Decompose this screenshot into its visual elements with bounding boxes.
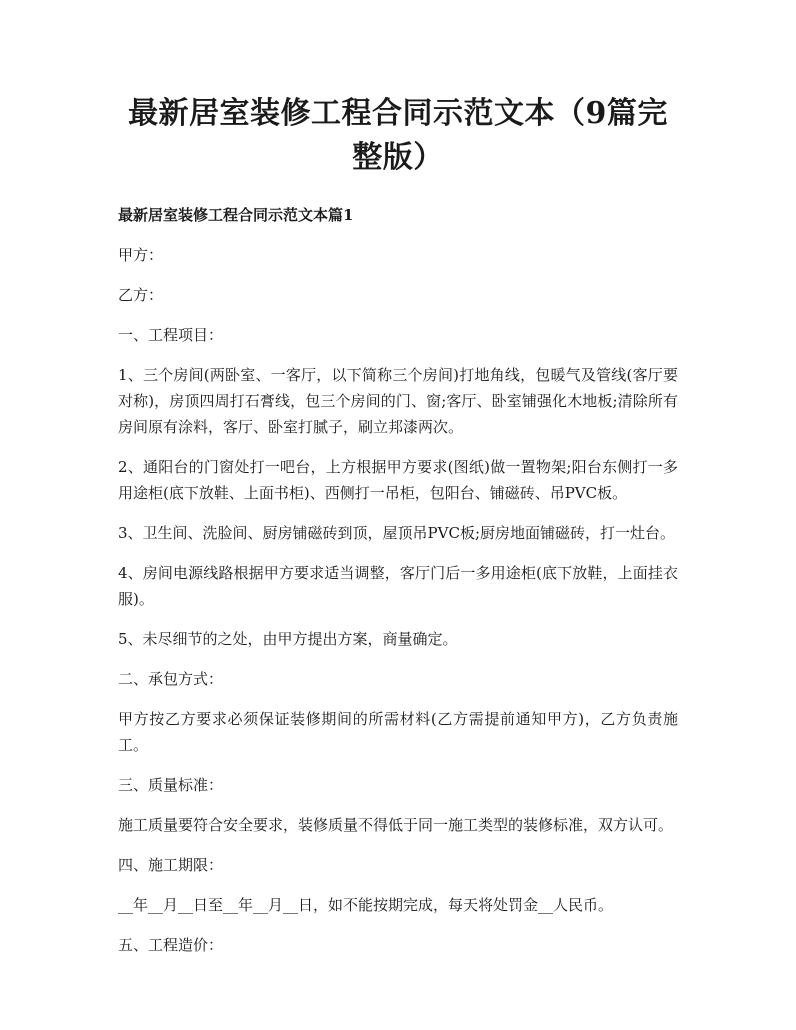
clause-heading-quality: 三、质量标准： <box>118 776 224 794</box>
project-item-4: 4、房间电源线路根据甲方要求适当调整，客厅门后一多用途柜(底下放鞋，上面挂衣服)。 <box>118 564 678 608</box>
party-b-line: 乙方： <box>118 286 164 304</box>
clause-heading-schedule: 四、施工期限： <box>118 856 224 874</box>
schedule-text: __年__月__日至__年__月__日，如不能按期完成，每天将处罚金__人民币。 <box>118 896 614 914</box>
section-heading: 最新居室装修工程合同示范文本篇1 <box>118 206 354 224</box>
document-title: 最新居室装修工程合同示范文本（9篇完整版） <box>128 96 668 175</box>
party-a-line: 甲方： <box>118 246 164 264</box>
contract-method-text: 甲方按乙方要求必须保证装修期间的所需材料(乙方需提前通知甲方)，乙方负责施工。 <box>118 710 678 754</box>
clause-heading-cost: 五、工程造价： <box>118 936 224 954</box>
clause-heading-project: 一、工程项目： <box>118 326 224 344</box>
project-item-1: 1、三个房间(两卧室、一客厅，以下简称三个房间)打地角线，包暖气及管线(客厅要对称)，房顶四周打石膏线，包三个房间的门、窗;客厅、卧室铺强化木地板;清除所有房间原有涂料，客厅、卧室打腻子，刷立邦漆两次。 <box>118 366 678 436</box>
project-item-3: 3、卫生间、洗脸间、厨房铺磁砖到顶，屋顶吊PVC板;厨房地面铺磁砖，打一灶台。 <box>118 524 676 542</box>
project-item-2: 2、通阳台的门窗处打一吧台，上方根据甲方要求(图纸)做一置物架;阳台东侧打一多用途柜(底下放鞋、上面书柜)、西侧打一吊柜，包阳台、铺磁砖、吊PVC板。 <box>118 458 678 502</box>
quality-text: 施工质量要符合安全要求，装修质量不得低于同一施工类型的装修标准，双方认可。 <box>118 816 674 834</box>
clause-heading-contract-method: 二、承包方式： <box>118 670 224 688</box>
project-item-5: 5、未尽细节的之处，由甲方提出方案，商量确定。 <box>118 630 458 648</box>
